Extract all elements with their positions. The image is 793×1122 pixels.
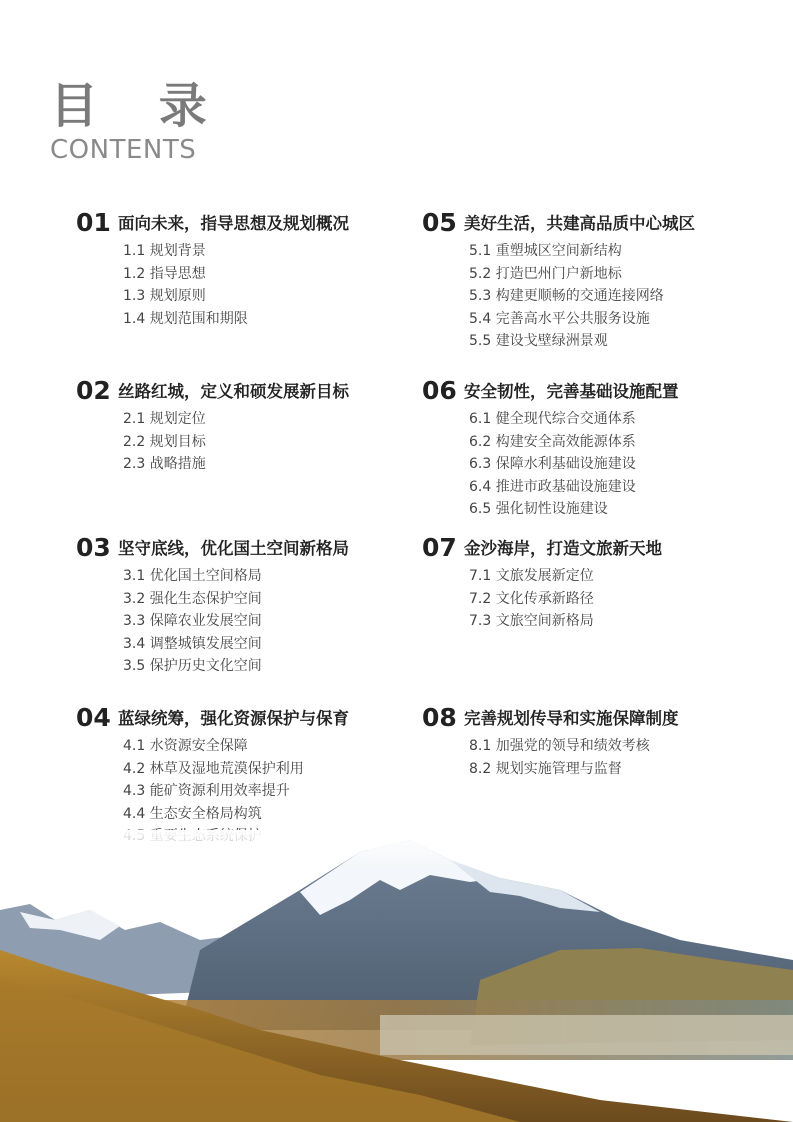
section-number: 08 (422, 702, 457, 732)
section-number: 06 (422, 375, 457, 405)
section-title[interactable]: 面向未来，指导思想及规划概况 (118, 214, 349, 233)
toc-item[interactable]: 5.1 重塑城区空间新结构 (469, 243, 622, 259)
toc-item[interactable]: 3.5 保护历史文化空间 (123, 658, 262, 675)
toc-item[interactable]: 5.4 完善高水平公共服务设施 (469, 310, 650, 327)
toc-item[interactable]: 4.3 能矿资源利用效率提升 (123, 783, 290, 800)
toc-item[interactable]: 6.4 推进市政基础设施建设 (469, 478, 636, 495)
toc-item[interactable]: 2.2 规划目标 (123, 433, 206, 450)
toc-item[interactable]: 2.3 战略措施 (123, 456, 206, 473)
toc-section-02 (76, 374, 406, 476)
section-number: 07 (422, 532, 457, 562)
section-number: 04 (76, 702, 111, 732)
toc-item[interactable]: 5.3 构建更顺畅的交通连接网络 (469, 288, 664, 305)
toc-item[interactable]: 3.1 优化国土空间格局 (123, 568, 262, 584)
toc-section-03 (76, 531, 406, 678)
section-title[interactable]: 坚守底线，优化国土空间新格局 (118, 539, 349, 558)
toc-item[interactable]: 4.2 林草及湿地荒漠保护利用 (123, 760, 304, 777)
toc-section-06 (422, 374, 752, 521)
toc-item[interactable]: 5.2 打造巴州门户新地标 (469, 265, 622, 282)
mountain-landscape-image (0, 830, 793, 1122)
section-title[interactable]: 丝路红城，定义和硕发展新目标 (118, 382, 349, 401)
toc-item[interactable]: 8.1 加强党的领导和绩效考核 (469, 738, 650, 754)
toc-item[interactable]: 1.2 指导思想 (123, 265, 206, 282)
section-title[interactable]: 金沙海岸，打造文旅新天地 (464, 539, 662, 558)
section-number: 05 (422, 207, 457, 237)
page-title: 目 录 (50, 78, 229, 134)
toc-item[interactable]: 6.1 健全现代综合交通体系 (469, 411, 636, 427)
toc-section-04 (76, 701, 406, 848)
section-title[interactable]: 美好生活，共建高品质中心城区 (464, 214, 695, 233)
toc-item[interactable]: 2.1 规划定位 (123, 411, 206, 427)
toc-item[interactable]: 6.3 保障水利基础设施建设 (469, 456, 636, 473)
toc-item[interactable]: 1.4 规划范围和期限 (123, 310, 248, 327)
toc-item[interactable]: 7.1 文旅发展新定位 (469, 568, 594, 584)
toc-item[interactable]: 7.2 文化传承新路径 (469, 590, 594, 607)
toc-item[interactable]: 3.4 调整城镇发展空间 (123, 635, 262, 652)
toc-item[interactable]: 3.2 强化生态保护空间 (123, 590, 262, 607)
toc-item[interactable]: 4.4 生态安全格局构筑 (123, 805, 262, 822)
section-number: 02 (76, 375, 111, 405)
section-number: 03 (76, 532, 111, 562)
toc-item[interactable]: 7.3 文旅空间新格局 (469, 613, 594, 630)
section-title[interactable]: 完善规划传导和实施保障制度 (464, 709, 679, 728)
toc-section-05 (422, 206, 752, 353)
toc-item[interactable]: 4.1 水资源安全保障 (123, 738, 248, 754)
page-subtitle: CONTENTS (50, 135, 197, 165)
toc-section-07 (422, 531, 752, 633)
section-number: 01 (76, 207, 111, 237)
toc-item[interactable]: 6.5 强化韧性设施建设 (469, 501, 608, 518)
toc-item[interactable]: 1.3 规划原则 (123, 288, 206, 305)
toc-item[interactable]: 1.1 规划背景 (123, 243, 206, 259)
toc-item[interactable]: 5.5 建设戈壁绿洲景观 (469, 333, 608, 350)
toc-item[interactable]: 6.2 构建安全高效能源体系 (469, 433, 636, 450)
section-title[interactable]: 蓝绿统筹，强化资源保护与保育 (118, 709, 349, 728)
toc-item[interactable]: 3.3 保障农业发展空间 (123, 613, 262, 630)
section-title[interactable]: 安全韧性，完善基础设施配置 (464, 382, 679, 401)
toc-section-08 (422, 701, 752, 780)
toc-section-01 (76, 206, 406, 330)
toc-item[interactable]: 8.2 规划实施管理与监督 (469, 760, 622, 777)
